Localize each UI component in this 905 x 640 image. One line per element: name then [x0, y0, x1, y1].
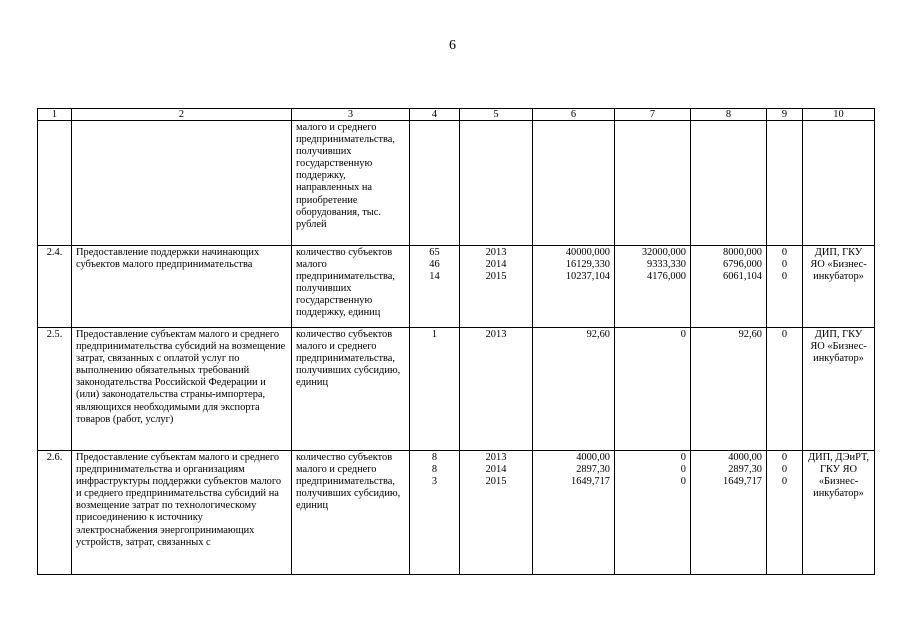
- program-activities-table: [37, 108, 875, 575]
- regional-funding-value: 6061,104: [723, 271, 762, 283]
- column-header: 3: [292, 109, 410, 121]
- indicator-value-value: 65: [429, 247, 440, 258]
- column-header: 2: [72, 109, 292, 121]
- federal-funding-value: 0: [680, 464, 686, 476]
- row-number-text: 2.4.: [46, 247, 63, 258]
- regional-funding: [691, 246, 767, 328]
- executor: [803, 246, 875, 328]
- year-value: 2014: [485, 259, 507, 271]
- executor-text: ДИП, ДЭиРТ, ГКУ ЯО «Бизнес-инкубатор»: [808, 452, 869, 500]
- year-value: 2013: [485, 452, 507, 463]
- year-value: 2013: [485, 329, 507, 340]
- other-funding: [767, 451, 803, 575]
- column-header: 10: [803, 109, 875, 121]
- activity-name-text: Предоставление субъектам малого и среднего предпринимательства субсидий на возмещение затрат, связанных с оплатой услуг по выполнению обязательных требований законодательства Российской Федерации и (или) законодательства страны-импортера, являющихся необходимыми для экспорта товаров (работ, услуг): [76, 329, 286, 425]
- other-funding: [767, 328, 803, 451]
- total-funding-value: 1649,717: [571, 476, 610, 488]
- regional-funding-value: 2897,30: [728, 464, 762, 476]
- year-value: 2013: [485, 247, 507, 258]
- indicator-value-value: 46: [429, 259, 440, 271]
- total-funding: [533, 328, 615, 451]
- total-funding-value: 4000,00: [576, 452, 610, 463]
- federal-funding-value: 0: [680, 476, 686, 488]
- year-value: 2015: [485, 476, 507, 488]
- total-funding-value: 10237,104: [565, 271, 610, 283]
- indicator-value: [410, 328, 460, 451]
- indicator-value-value: 8: [431, 452, 438, 463]
- other-funding-value: 0: [781, 259, 788, 271]
- total-funding-value: 40000,000: [565, 247, 610, 258]
- indicator-value: [410, 121, 460, 246]
- year-value: 2014: [485, 464, 507, 476]
- activity-name: [72, 451, 292, 575]
- regional-funding-value: 4000,00: [728, 452, 762, 463]
- federal-funding: [615, 451, 691, 575]
- row-number-text: 2.5.: [46, 329, 63, 340]
- table-row: [38, 451, 875, 575]
- row-number: [38, 328, 72, 451]
- year-value: 2015: [485, 271, 507, 283]
- other-funding-value: 0: [781, 271, 788, 283]
- indicator: [292, 451, 410, 575]
- activity-name-text: Предоставление поддержки начинающих субъектов малого предпринимательства: [76, 247, 260, 271]
- column-header: 4: [410, 109, 460, 121]
- row-number: [38, 121, 72, 246]
- total-funding: [533, 451, 615, 575]
- indicator-value: [410, 451, 460, 575]
- table-row: [38, 121, 875, 246]
- column-header: 6: [533, 109, 615, 121]
- indicator: [292, 328, 410, 451]
- other-funding-value: 0: [781, 329, 788, 340]
- year: [460, 246, 533, 328]
- other-funding: [767, 121, 803, 246]
- column-header: 9: [767, 109, 803, 121]
- total-funding-value: 16129,330: [565, 259, 610, 271]
- other-funding-value: 0: [781, 247, 788, 258]
- regional-funding-value: 92,60: [738, 329, 762, 340]
- indicator-value-value: 3: [431, 476, 438, 488]
- total-funding-value: 92,60: [586, 329, 610, 340]
- column-header: 7: [615, 109, 691, 121]
- page-number: 6: [449, 38, 456, 53]
- row-number: [38, 246, 72, 328]
- activity-name: [72, 328, 292, 451]
- federal-funding: [615, 121, 691, 246]
- indicator: [292, 246, 410, 328]
- year: [460, 121, 533, 246]
- executor: [803, 121, 875, 246]
- indicator-value: [410, 246, 460, 328]
- federal-funding: [615, 246, 691, 328]
- column-number-row: [38, 109, 875, 121]
- regional-funding: [691, 451, 767, 575]
- federal-funding-value: 0: [680, 329, 686, 340]
- total-funding: [533, 246, 615, 328]
- federal-funding-value: 9333,330: [647, 259, 686, 271]
- year: [460, 451, 533, 575]
- other-funding-value: 0: [781, 476, 788, 488]
- indicator-text: количество субъектов малого и среднего предпринимательства, получивших субсидию, единиц: [296, 452, 401, 512]
- other-funding-value: 0: [781, 464, 788, 476]
- indicator-value-value: 1: [431, 329, 438, 340]
- federal-funding-value: 4176,000: [647, 271, 686, 283]
- federal-funding-value: 32000,000: [641, 247, 686, 258]
- federal-funding: [615, 328, 691, 451]
- table-body: [38, 121, 875, 575]
- executor: [803, 328, 875, 451]
- other-funding: [767, 246, 803, 328]
- column-header: 8: [691, 109, 767, 121]
- regional-funding-value: 6796,000: [723, 259, 762, 271]
- regional-funding-value: 1649,717: [723, 476, 762, 488]
- activity-name: [72, 246, 292, 328]
- total-funding-value: 2897,30: [576, 464, 610, 476]
- row-number: [38, 451, 72, 575]
- table-row: [38, 328, 875, 451]
- indicator-text: количество субъектов малого и среднего предпринимательства, получивших субсидию, единиц: [296, 329, 401, 389]
- row-number-text: 2.6.: [46, 452, 63, 463]
- executor-text: ДИП, ГКУ ЯО «Бизнес-инкубатор»: [810, 329, 867, 365]
- column-header: 1: [38, 109, 72, 121]
- indicator-value-value: 14: [429, 271, 440, 283]
- activity-name-text: Предоставление субъектам малого и среднего предпринимательства и организациям инфраструктуры поддержки субъектов малого и среднего предпринимательства субсидий на возмещение затрат по технологическому присоединению к источнику электроснабжения энергопринимающих устройств, затрат, связанных с: [76, 452, 282, 548]
- year: [460, 328, 533, 451]
- table-row: [38, 246, 875, 328]
- indicator: [292, 121, 410, 246]
- executor-text: ДИП, ГКУ ЯО «Бизнес-инкубатор»: [810, 247, 867, 283]
- indicator-text: количество субъектов малого предпринимательства, получивших государственную поддержку, единиц: [296, 247, 396, 319]
- activity-name: [72, 121, 292, 246]
- executor: [803, 451, 875, 575]
- total-funding: [533, 121, 615, 246]
- regional-funding-value: 8000,000: [723, 247, 762, 258]
- column-header: 5: [460, 109, 533, 121]
- indicator-value-value: 8: [431, 464, 438, 476]
- regional-funding: [691, 121, 767, 246]
- other-funding-value: 0: [781, 452, 788, 463]
- indicator-text: малого и среднего предпринимательства, получивших государственную поддержку, направленных на приобретение оборудования, тыс. рублей: [296, 122, 396, 230]
- federal-funding-value: 0: [680, 452, 686, 463]
- regional-funding: [691, 328, 767, 451]
